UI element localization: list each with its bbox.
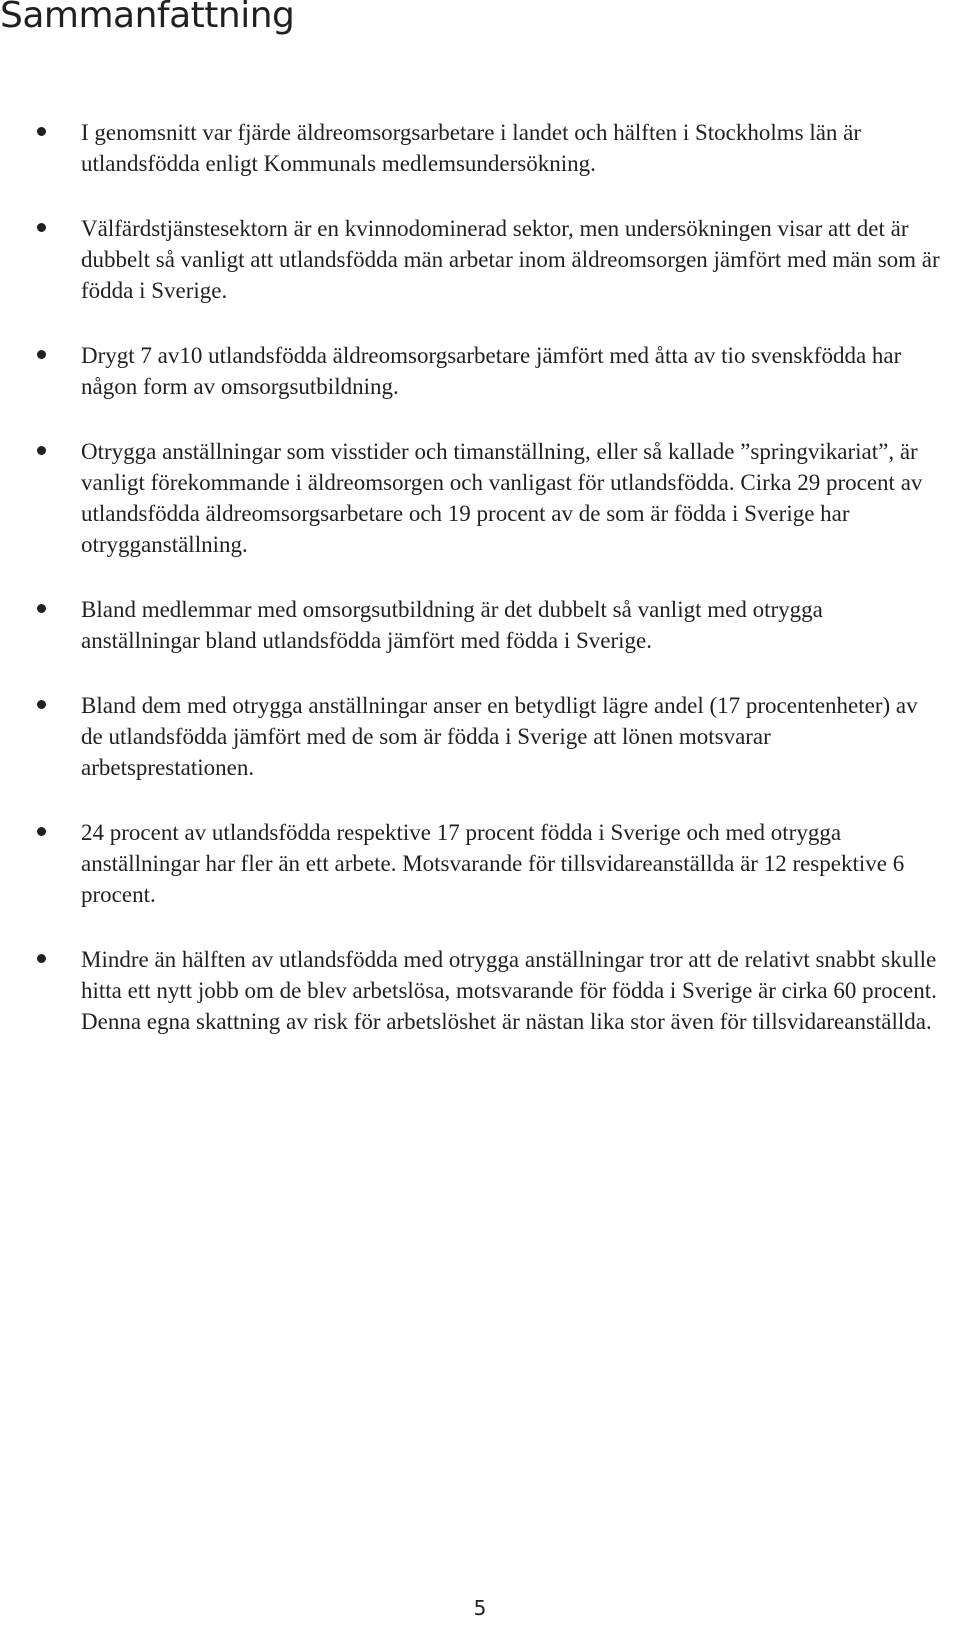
bullet-item [0, 594, 960, 656]
page-title: Sammanfattning [0, 0, 295, 36]
bullet-text: 24 procent av utlandsfödda respektive 17 procent födda i Sverige och med otrygga anställningar har fler än ett arbete. Motsvarande för tillsvidareanställda är 12 respektive 6 procent. [81, 820, 905, 907]
bullet-dot-icon [37, 604, 46, 613]
bullet-item [0, 690, 960, 783]
bullet-text: Bland medlemmar med omsorgsutbildning är det dubbelt så vanligt med otrygga anställningar bland utlandsfödda jämfört med födda i Sverige. [81, 597, 823, 653]
bullet-item [0, 436, 960, 560]
bullet-dot-icon [37, 446, 46, 455]
bullet-dot-icon [37, 223, 46, 232]
summary-bullet-list [0, 117, 960, 1071]
bullet-text: Drygt 7 av10 utlandsfödda äldreomsorgsarbetare jämfört med åtta av tio svenskfödda har någon form av omsorgsutbildning. [81, 343, 902, 399]
bullet-item [0, 117, 960, 179]
bullet-dot-icon [37, 350, 46, 359]
bullet-item [0, 817, 960, 910]
bullet-item [0, 213, 960, 306]
bullet-text: I genomsnitt var fjärde äldreomsorgsarbetare i landet och hälften i Stockholms län är utlandsfödda enligt Kommunals medlemsundersökning. [81, 120, 862, 176]
bullet-text: Otrygga anställningar som visstider och timanställning, eller så kallade ”springvikariat”, är vanligt förekommande i äldreomsorgen och vanligast för utlandsfödda. Cirka 29 procent av utlandsfödda äldreomsorgsarbetare och 19 procent av de som är födda i Sverige har otrygganställning. [81, 439, 923, 557]
bullet-text: Bland dem med otrygga anställningar anser en betydligt lägre andel (17 procentenheter) av de utlandsfödda jämfört med de som är födda i Sverige att lönen motsvarar arbetsprestationen. [81, 693, 918, 780]
bullet-item [0, 944, 960, 1037]
bullet-dot-icon [37, 827, 46, 836]
bullet-text: Välfärdstjänstesektorn är en kvinnodominerad sektor, men undersökningen visar att det är dubbelt så vanligt att utlandsfödda män arbetar inom äldreomsorgen jämfört med män som är födda i Sverige. [81, 216, 940, 303]
bullet-text: Mindre än hälften av utlandsfödda med otrygga anställningar tror att de relativt snabbt skulle hitta ett nytt jobb om de blev arbetslösa, motsvarande för födda i Sverige är cirka 60 procent. Denna egna skattning av risk för arbetslöshet är nästan lika stor även för tillsvidareanställda. [81, 947, 937, 1034]
page-number: 5 [473, 1596, 487, 1620]
bullet-dot-icon [37, 700, 46, 709]
bullet-dot-icon [37, 127, 46, 136]
bullet-dot-icon [37, 954, 46, 963]
bullet-item [0, 340, 960, 402]
